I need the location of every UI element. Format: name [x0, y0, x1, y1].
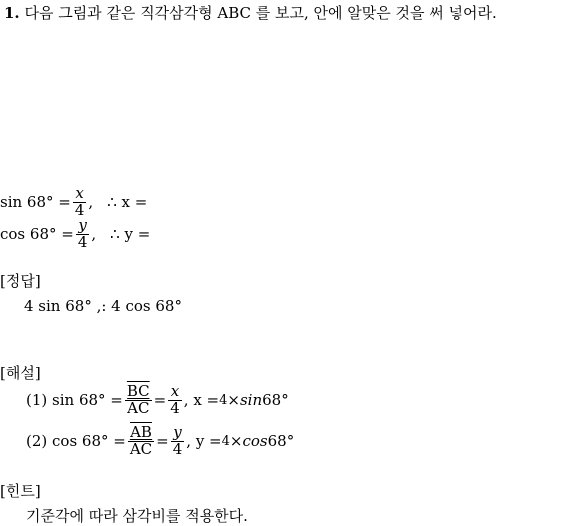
fraction-numerator: y [76, 218, 90, 235]
equation-cos [0, 218, 150, 251]
solution-line-1-tail-c: × [227, 391, 240, 410]
hint-text: 기준각에 따라 삼각비를 적용한다. [26, 507, 248, 525]
equation-therefore-x: ∴ x = [107, 193, 148, 212]
equation-therefore-y: ∴ y = [110, 225, 151, 244]
answer-label: [정답] [0, 272, 41, 290]
segment-ac: AC [127, 398, 150, 417]
fraction-denominator: 4 [77, 232, 88, 251]
fraction-x-over-4 [73, 186, 87, 219]
solution-label: [해설] [0, 364, 41, 382]
solution-line-1-tail-a: , x = [183, 391, 220, 410]
solution-line-2-tail-b: 4 [221, 433, 230, 449]
equation-cos-lhs: cos 68° = [0, 225, 74, 244]
answer-text: 4 sin 68° ,: 4 cos 68° [24, 297, 182, 315]
fraction-bc-over-ac [125, 384, 152, 417]
solution-line-2-prefix: (2) cos 68° = [26, 432, 126, 451]
solution-line-1-prefix: (1) sin 68° = [26, 391, 123, 410]
problem-statement [4, 2, 497, 23]
equation-sin-lhs: sin 68° = [0, 193, 71, 212]
solution-line-2-tail-e: 68° [267, 432, 295, 451]
solution-line-2-tail-d: cos [242, 432, 268, 451]
solution-line-1-tail-d: sin [239, 391, 263, 410]
segment-ac: AC [129, 439, 153, 458]
hint-label: [힌트] [0, 482, 41, 500]
fraction-numerator: x [168, 384, 182, 401]
problem-text: 다음 그림과 같은 직각삼각형 ABC 를 보고, 안에 알맞은 것을 써 넣어라. [24, 4, 497, 22]
fraction-y-over-4 [76, 218, 90, 251]
solution-line-1-tail-b: 4 [219, 392, 228, 408]
equals-sign: = [153, 391, 167, 410]
solution-line-2 [26, 425, 294, 458]
segment-bc: $\overline{BC}$ [126, 382, 150, 400]
fraction-denominator: 4 [170, 398, 180, 417]
fraction-numerator: y [171, 425, 185, 442]
equals-sign: = [156, 432, 169, 451]
equation-comma: , [91, 225, 97, 244]
fraction-y-over-4 [171, 425, 185, 458]
solution-line-2-tail-a: , y = [186, 432, 222, 451]
solution-line-1-tail-e: 68° [262, 391, 289, 410]
segment-ab: $\overline{AB}$ [130, 423, 152, 441]
equation-comma: , [88, 193, 94, 212]
fraction-x-over-4 [168, 384, 182, 417]
fraction-numerator: x [73, 186, 87, 203]
solution-line-1 [26, 384, 289, 417]
equation-sin [0, 186, 147, 219]
fraction-ab-over-ac [128, 425, 154, 458]
fraction-denominator: 4 [172, 439, 183, 458]
solution-line-2-tail-c: × [229, 432, 243, 451]
problem-number: 1. [4, 4, 20, 22]
fraction-denominator: 4 [74, 200, 85, 219]
